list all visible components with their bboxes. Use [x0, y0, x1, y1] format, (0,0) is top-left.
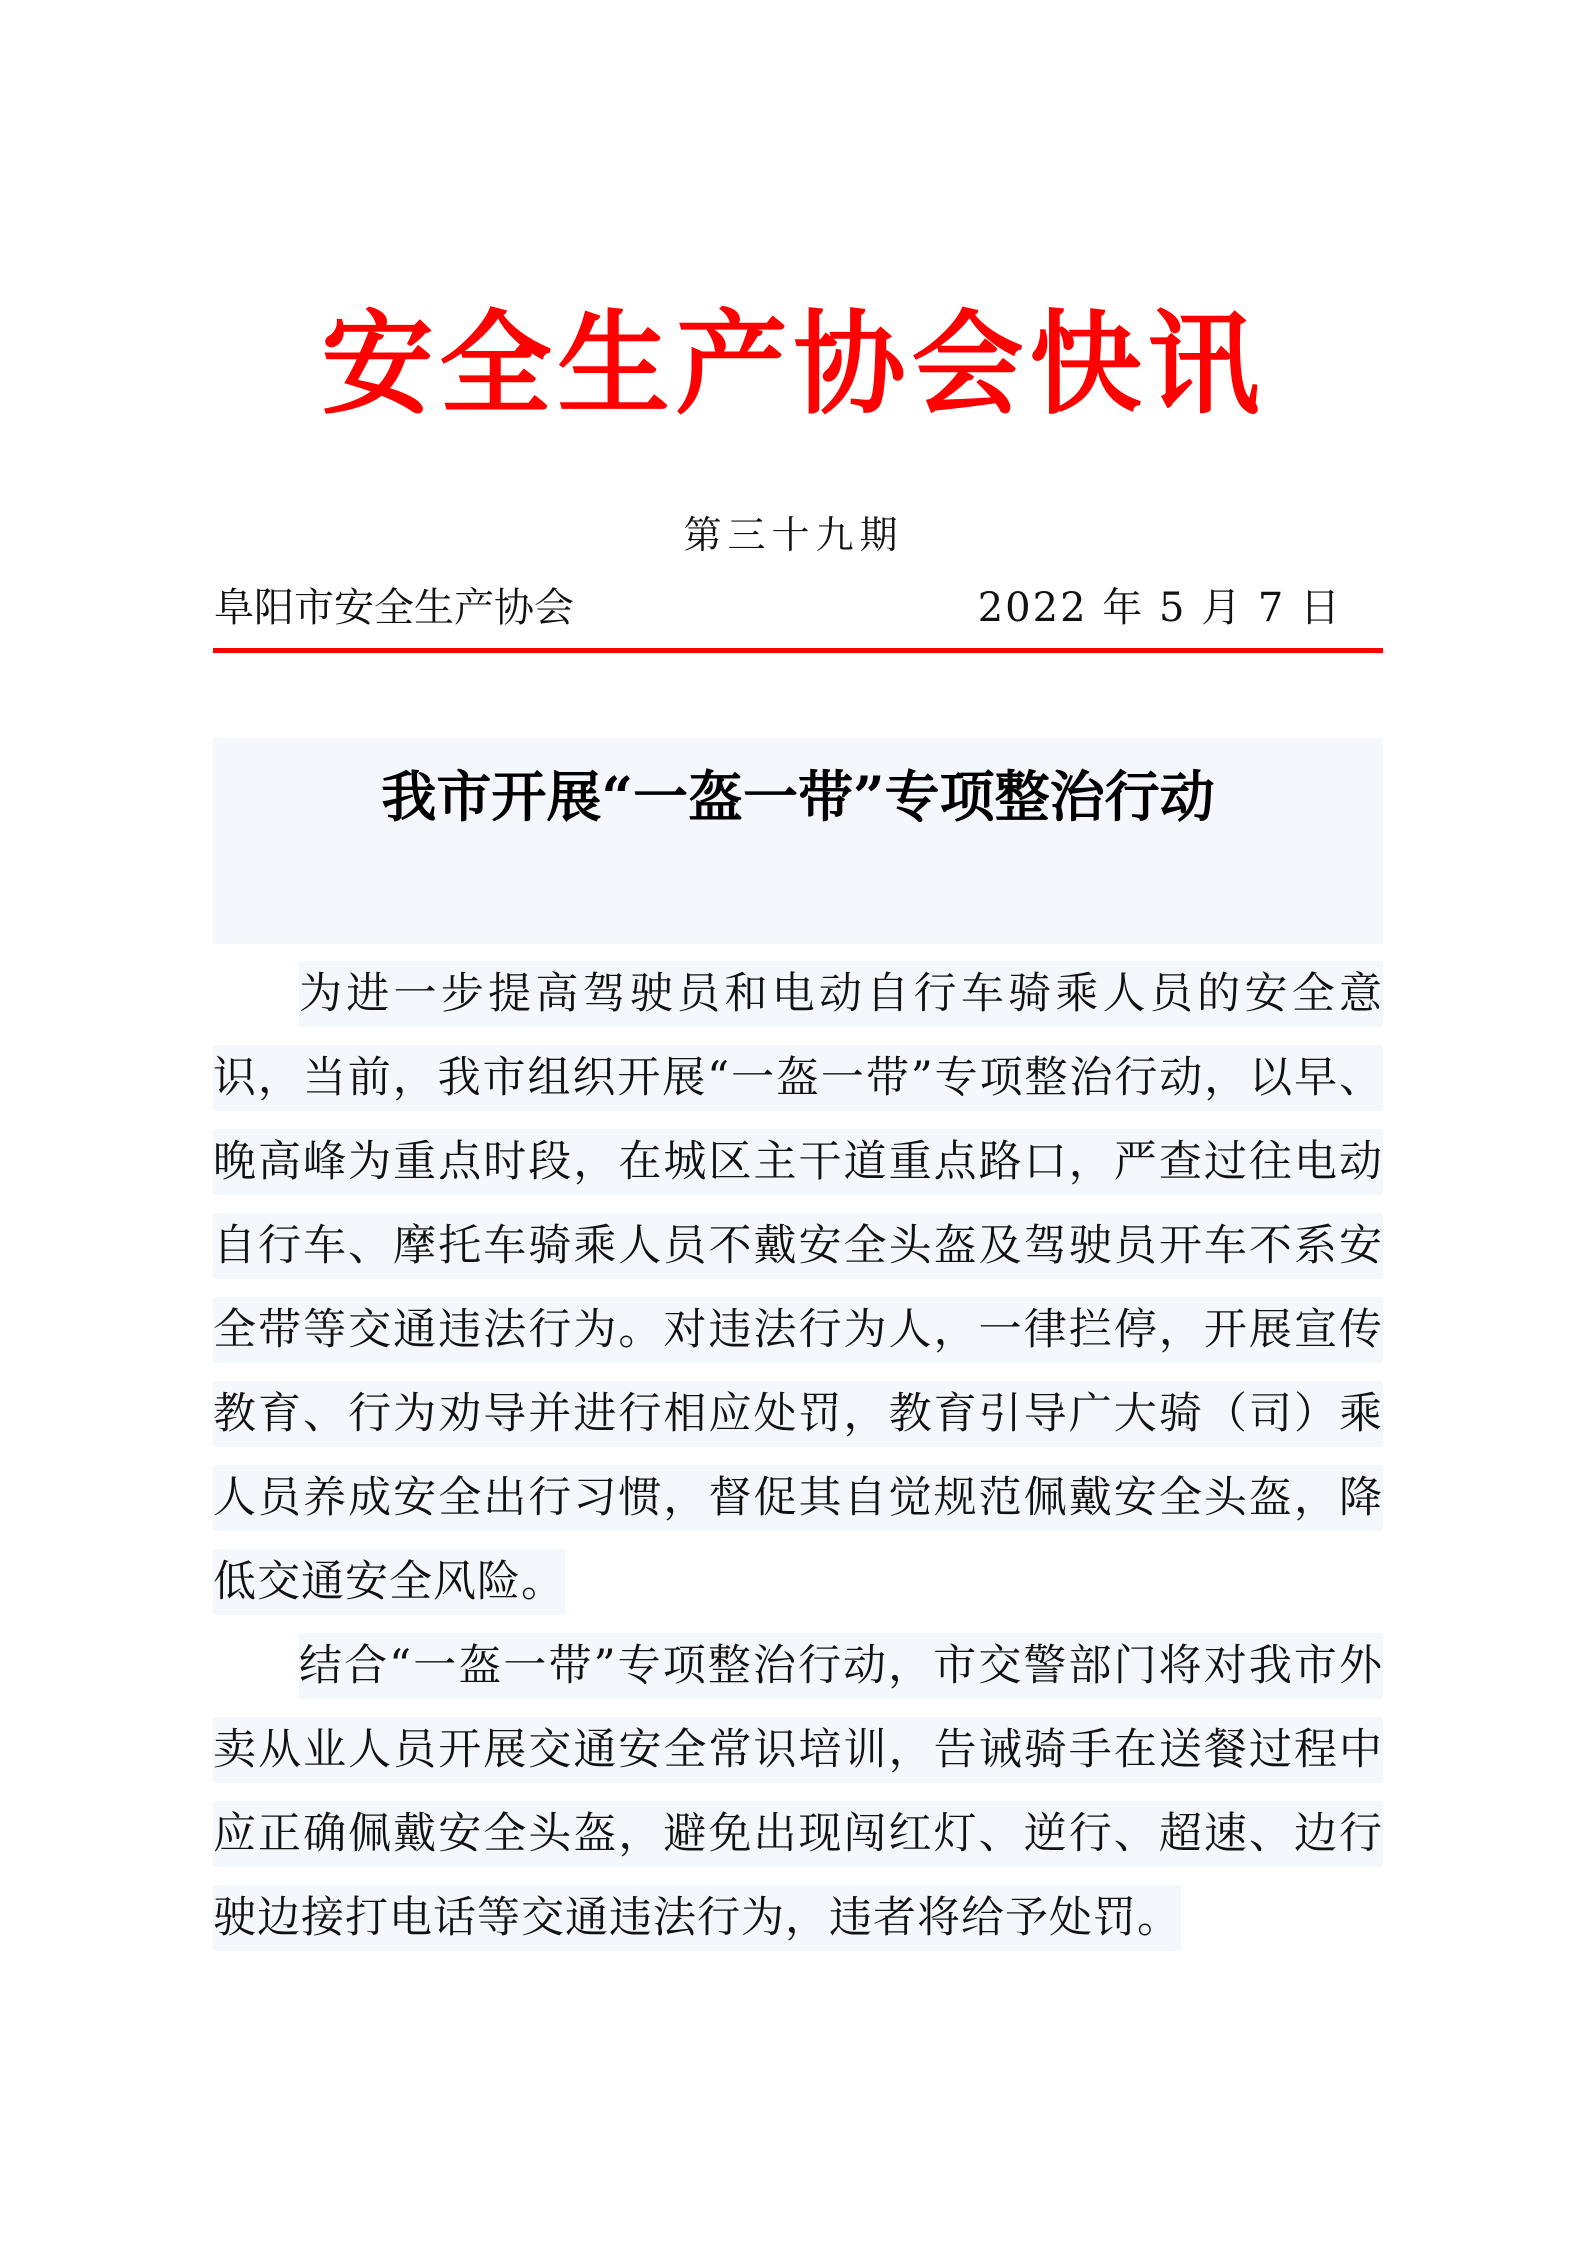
newsletter-masthead-title: 安全生产协会快讯	[321, 299, 1266, 430]
article-paragraph-1	[213, 952, 1383, 1624]
article-paragraph-1-text: 为进一步提高驾驶员和电动自行车骑乘人员的安全意识，当前，我市组织开展“一盔一带”专项整治行动，以早、晚高峰为重点时段，在城区主干道重点路口，严查过往电动自行车、摩托车骑乘人员不戴安全头盔及驾驶员开车不系安全带等交通违法行为。对违法行为人，一律拦停，开展宣传教育、行为劝导并进行相应处罚，教育引导广大骑（司）乘人员养成安全出行习惯，督促其自觉规范佩戴安全头盔，降低交通安全风险。	[213, 969, 1383, 1607]
article-paragraph-2	[213, 1624, 1383, 1960]
publication-date: 2022 年 5 月 7 日	[977, 585, 1342, 631]
article-title: 我市开展“一盔一带”专项整治行动	[381, 764, 1215, 829]
header-divider-red-rule	[213, 648, 1383, 653]
issue-number: 第三十九期	[683, 513, 904, 557]
publisher-organization: 阜阳市安全生产协会	[214, 585, 574, 631]
article-body	[213, 952, 1383, 1960]
article-paragraph-2-text: 结合“一盔一带”专项整治行动，市交警部门将对我市外卖从业人员开展交通安全常识培训，告诫骑手在送餐过程中应正确佩戴安全头盔，避免出现闯红灯、逆行、超速、边行驶边接打电话等交通违法行为，违者将给予处罚。	[213, 1641, 1383, 1943]
